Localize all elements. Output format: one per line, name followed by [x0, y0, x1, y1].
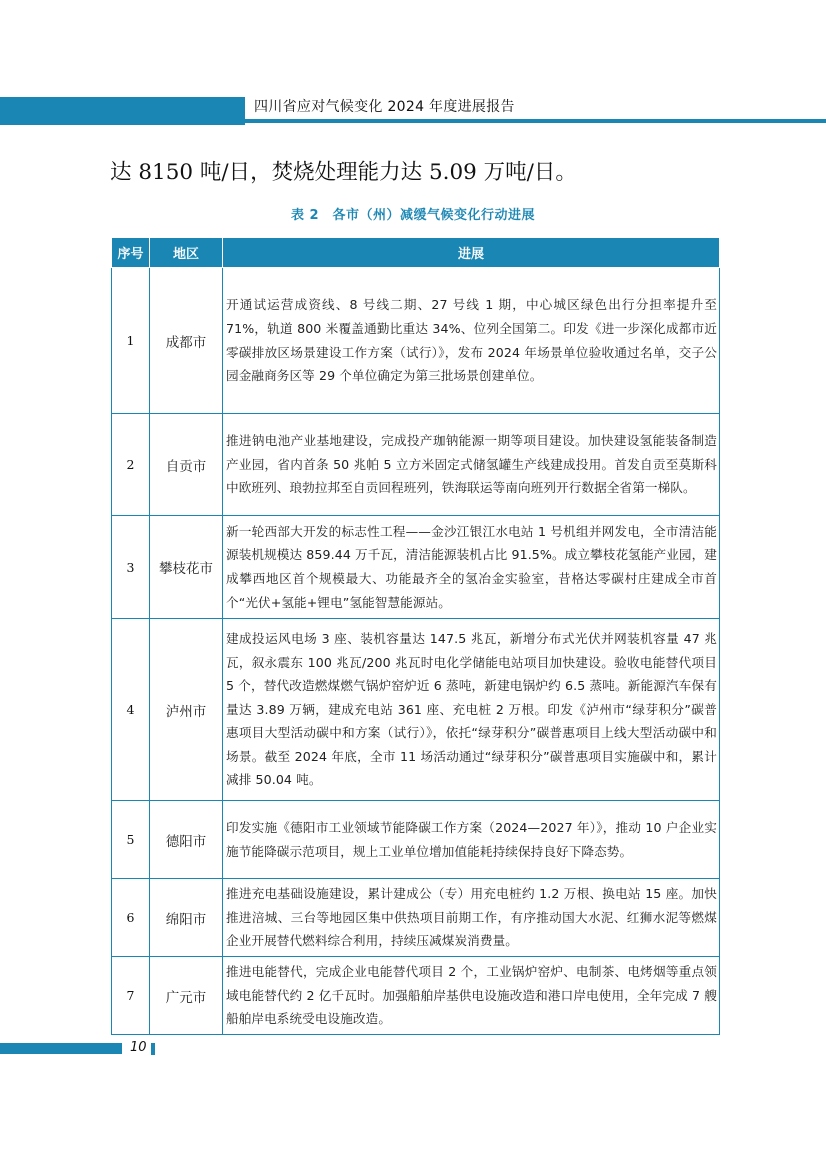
table-caption: 表 2 各市（州）减缓气候变化行动进展 — [290, 208, 536, 223]
row-area: 广元市 — [150, 957, 223, 1035]
row-progress: 推进电能替代，完成企业电能替代项目 2 个，工业锅炉窑炉、电制茶、电烤烟等重点领域电能替代约 2 亿千瓦时。加强船舶岸基供电设施改造和港口岸电使用，全年完成 7 艘船舶岸电系统受电设施改造。 — [223, 957, 720, 1035]
header-accent-bar — [0, 97, 245, 125]
row-number: 4 — [112, 619, 150, 801]
body-text-continuation: 达 8150 吨/日，焚烧处理能力达 5.09 万吨/日。 — [110, 160, 577, 185]
row-progress: 推进充电基础设施建设，累计建成公（专）用充电桩约 1.2 万根、换电站 15 座。加快推进涪城、三台等地园区集中供热项目前期工作，有序推动国大水泥、红狮水泥等燃煤企业开展替代燃料综合利用，持续压减煤炭消费量。 — [223, 879, 720, 957]
page-number: 10 — [130, 1040, 147, 1055]
row-area: 泸州市 — [150, 619, 223, 801]
row-area: 成都市 — [150, 268, 223, 414]
table-row — [112, 516, 720, 619]
row-number: 7 — [112, 957, 150, 1035]
table-row — [112, 414, 720, 516]
row-progress: 建成投运风电场 3 座、装机容量达 147.5 兆瓦，新增分布式光伏并网装机容量 47 兆瓦，叙永震东 100 兆瓦/200 兆瓦时电化学储能电站项目加快建设。验收电能替代项目 5 个，替代改造燃煤燃气锅炉窑炉近 6 蒸吨，新建电锅炉约 6.5 蒸吨。新能源汽车保有量达 3.89 万辆，建成充电站 361 座、充电桩 2 万根。印发《泸州市“绿芽积分”碳普惠项目大型活动碳中和方案（试行）》，依托“绿芽积分”碳普惠项目上线大型活动碳中和场景。截至 2024 年底，全市 11 场活动通过“绿芽积分”碳普惠项目实施碳中和，累计减排 50.04 吨。 — [223, 619, 720, 801]
column-header-no: 序号 — [112, 238, 150, 268]
column-header-area: 地区 — [150, 238, 223, 268]
row-progress: 推进钠电池产业基地建设，完成投产珈钠能源一期等项目建设。加快建设氢能装备制造产业园，省内首条 50 兆帕 5 立方米固定式储氢罐生产线建成投用。首发自贡至莫斯科中欧班列、琅勃拉邦至自贡回程班列，铁海联运等南向班列开行数据全省第一梯队。 — [223, 414, 720, 516]
row-number: 2 — [112, 414, 150, 516]
row-number: 1 — [112, 268, 150, 414]
row-progress: 开通试运营成资线、8 号线二期、27 号线 1 期，中心城区绿色出行分担率提升至 71%，轨道 800 米覆盖通勤比重达 34%、位列全国第二。印发《进一步深化成都市近零碳排放区场景建设工作方案（试行）》，发布 2024 年场景单位验收通过名单，交子公园金融商务区等 29 个单位确定为第三批场景创建单位。 — [223, 268, 720, 414]
row-area: 绵阳市 — [150, 879, 223, 957]
progress-table — [111, 237, 720, 1035]
table-row — [112, 957, 720, 1035]
table-row — [112, 879, 720, 957]
footer-tick-mark — [151, 1043, 155, 1055]
row-number: 6 — [112, 879, 150, 957]
row-area: 德阳市 — [150, 801, 223, 879]
table-row — [112, 268, 720, 414]
row-progress: 新一轮西部大开发的标志性工程——金沙江银江水电站 1 号机组并网发电，全市清洁能源装机规模达 859.44 万千瓦，清洁能源装机占比 91.5%。成立攀枝花氢能产业园，建成攀西地区首个规模最大、功能最齐全的氢冶金实验室，昔格达零碳村庄建成全市首个“光伏+氢能+锂电”氢能智慧能源站。 — [223, 516, 720, 619]
table-header-row — [112, 238, 720, 268]
table-row — [112, 619, 720, 801]
running-header-title: 四川省应对气候变化 2024 年度进展报告 — [254, 99, 515, 115]
row-progress: 印发实施《德阳市工业领域节能降碳工作方案（2024—2027 年）》，推动 10 户企业实施节能降碳示范项目，规上工业单位增加值能耗持续保持良好下降态势。 — [223, 801, 720, 879]
row-number: 5 — [112, 801, 150, 879]
table-row — [112, 801, 720, 879]
row-area: 攀枝花市 — [150, 516, 223, 619]
column-header-progress: 进展 — [223, 238, 720, 268]
row-area: 自贡市 — [150, 414, 223, 516]
footer-accent-bar — [0, 1043, 122, 1054]
row-number: 3 — [112, 516, 150, 619]
